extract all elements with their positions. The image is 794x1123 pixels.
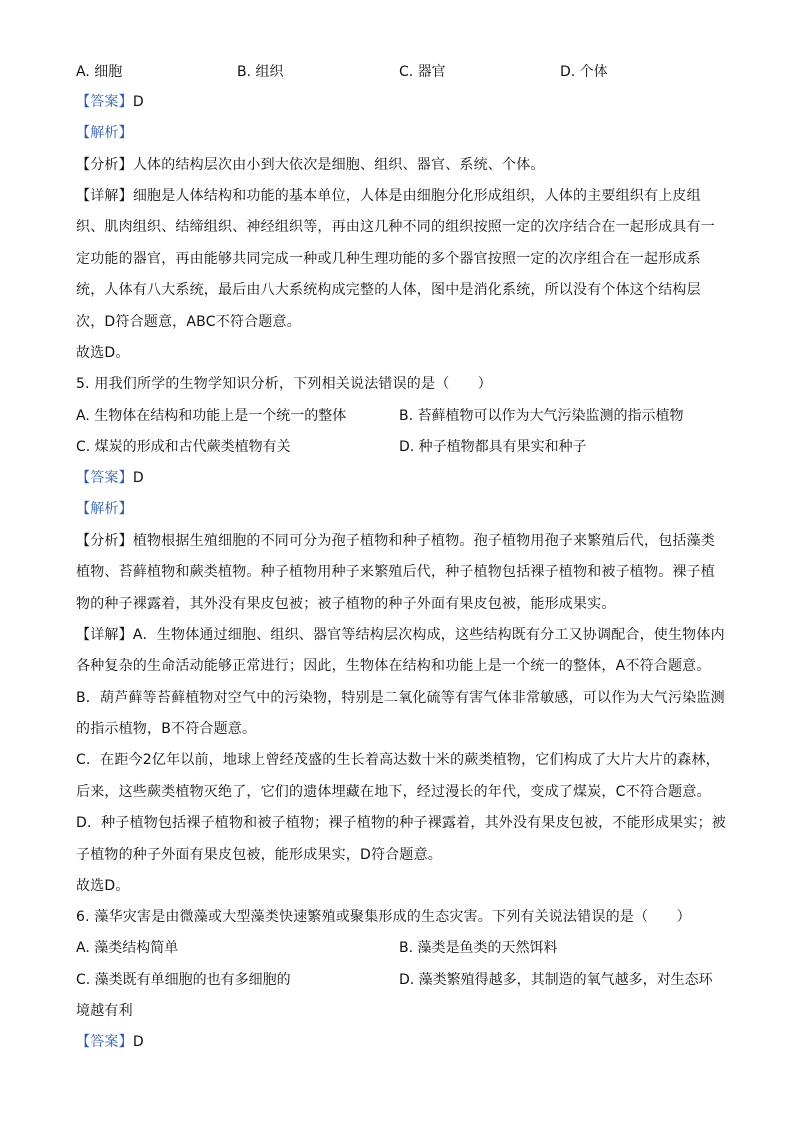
q4-option-b: B. 组织 xyxy=(237,64,284,80)
q4-jiexi xyxy=(76,123,716,143)
q6-option-b: B. 藻类是鱼类的天然饵料 xyxy=(399,940,558,956)
fenxi-text: 植物根据生殖细胞的不同可分为孢子植物和种子植物。孢子植物用孢子来繁殖后代，包括藻类 xyxy=(132,533,716,549)
jiexi-tag: 【解析】 xyxy=(76,501,133,517)
fenxi-tag: 【分析】 xyxy=(76,157,133,173)
q6-answer xyxy=(76,1032,716,1052)
q4-xiangjie-line: 次，D符合题意，ABC不符合题意。 xyxy=(76,314,301,330)
q6-question: 6. 藻华灾害是由微藻或大型藻类快速繁殖或聚集形成的生态灾害。下列有关说法错误的是（ ） xyxy=(76,909,691,925)
q4-answer xyxy=(76,92,716,112)
q5-xiangjie-line: B．葫芦藓等苔藓植物对空气中的污染物，特别是二氧化硫等有害气体非常敏感，可以作为大气污染监测 xyxy=(76,690,725,706)
answer-value: D xyxy=(132,470,144,486)
q4-option-a: A. 细胞 xyxy=(76,64,123,80)
answer-tag: 【答案】 xyxy=(76,1034,133,1050)
q5-xiangjie-line: 后来，这些蕨类植物灭绝了，它们的遗体埋藏在地下，经过漫长的年代，变成了煤炭，C不符合题意。 xyxy=(76,784,711,800)
q5-fenxi-line: 植物、苔藓植物和蕨类植物。种子植物用种子来繁殖后代，种子植物包括裸子植物和被子植物。裸子植 xyxy=(76,564,715,580)
q5-xiangjie-line: C．在距今2亿年以前，地球上曾经茂盛的生长着高达数十米的蕨类植物，它们构成了大片大片的森林， xyxy=(76,752,720,768)
q5-xiangjie-line: D．种子植物包括裸子植物和被子植物；裸子植物的种子裸露着，其外没有果皮包被，不能形成果实；被 xyxy=(76,815,726,831)
q5-option-b: B. 苔藓植物可以作为大气污染监测的指示植物 xyxy=(399,408,684,424)
q4-option-d: D. 个体 xyxy=(560,64,608,80)
q6-option-a: A. 藻类结构简单 xyxy=(76,940,179,956)
q4-fenxi xyxy=(76,155,716,175)
xiangjie-text: A．生物体通过细胞、组织、器官等结构层次构成，这些结构既有分工又协调配合，使生物体内 xyxy=(132,627,725,643)
xiangjie-text: 细胞是人体结构和功能的基本单位，人体是由细胞分化形成组织，人体的主要组织有上皮组 xyxy=(132,188,701,204)
q5-xiangjie-line: 各种复杂的生命活动能够正常进行；因此，生物体在结构和功能上是一个统一的整体，A不符合题意。 xyxy=(76,658,711,674)
q5-option-a: A. 生物体在结构和功能上是一个统一的整体 xyxy=(76,408,347,424)
q5-fenxi-line: 物的种子裸露着，其外没有果皮包被；被子植物的种子外面有果皮包被，能形成果实。 xyxy=(76,596,616,612)
q4-conclusion: 故选D。 xyxy=(76,345,130,361)
q5-option-c: C. 煤炭的形成和古代蕨类植物有关 xyxy=(76,439,291,455)
answer-value: D xyxy=(132,1034,144,1050)
q5-xiangjie-line: 的指示植物，B不符合题意。 xyxy=(76,721,257,737)
q5-xiangjie-line xyxy=(76,625,725,645)
xiangjie-tag: 【详解】 xyxy=(76,188,133,204)
q4-xiangjie-line: 定功能的器官，再由能够共同完成一种或几种生理功能的多个器官按照一定的次序组合在一起形成系 xyxy=(76,251,701,267)
q5-jiexi xyxy=(76,499,716,519)
q5-xiangjie-line: 子植物的种子外面有果皮包被，能形成果实，D符合题意。 xyxy=(76,847,442,863)
q6-option-d-continued: 境越有利 xyxy=(76,1003,133,1019)
q5-question: 5. 用我们所学的生物学知识分析，下列相关说法错误的是（ ） xyxy=(76,376,493,392)
xiangjie-tag: 【详解】 xyxy=(76,627,133,643)
q4-xiangjie-line: 织、肌肉组织、结缔组织、神经组织等，再由这几种不同的组织按照一定的次序结合在一起形成具有一 xyxy=(76,219,715,235)
q5-fenxi-line xyxy=(76,531,716,551)
q4-xiangjie-line xyxy=(76,186,716,206)
q6-option-d: D. 藻类繁殖得越多，其制造的氧气越多，对生态环 xyxy=(399,972,713,988)
q5-answer xyxy=(76,468,716,488)
q4-xiangjie-line: 统，人体有八大系统，最后由八大系统构成完整的人体，图中是消化系统，所以没有个体这个结构层 xyxy=(76,282,701,298)
q5-conclusion: 故选D。 xyxy=(76,878,130,894)
q5-option-d: D. 种子植物都具有果实和种子 xyxy=(399,439,587,455)
jiexi-tag: 【解析】 xyxy=(76,125,133,141)
fenxi-tag: 【分析】 xyxy=(76,533,133,549)
answer-tag: 【答案】 xyxy=(76,94,133,110)
q4-option-c: C. 器官 xyxy=(399,64,446,80)
q6-option-c: C. 藻类既有单细胞的也有多细胞的 xyxy=(76,972,291,988)
answer-tag: 【答案】 xyxy=(76,470,133,486)
fenxi-text: 人体的结构层次由小到大依次是细胞、组织、器官、系统、个体。 xyxy=(132,157,545,173)
answer-value: D xyxy=(132,94,144,110)
